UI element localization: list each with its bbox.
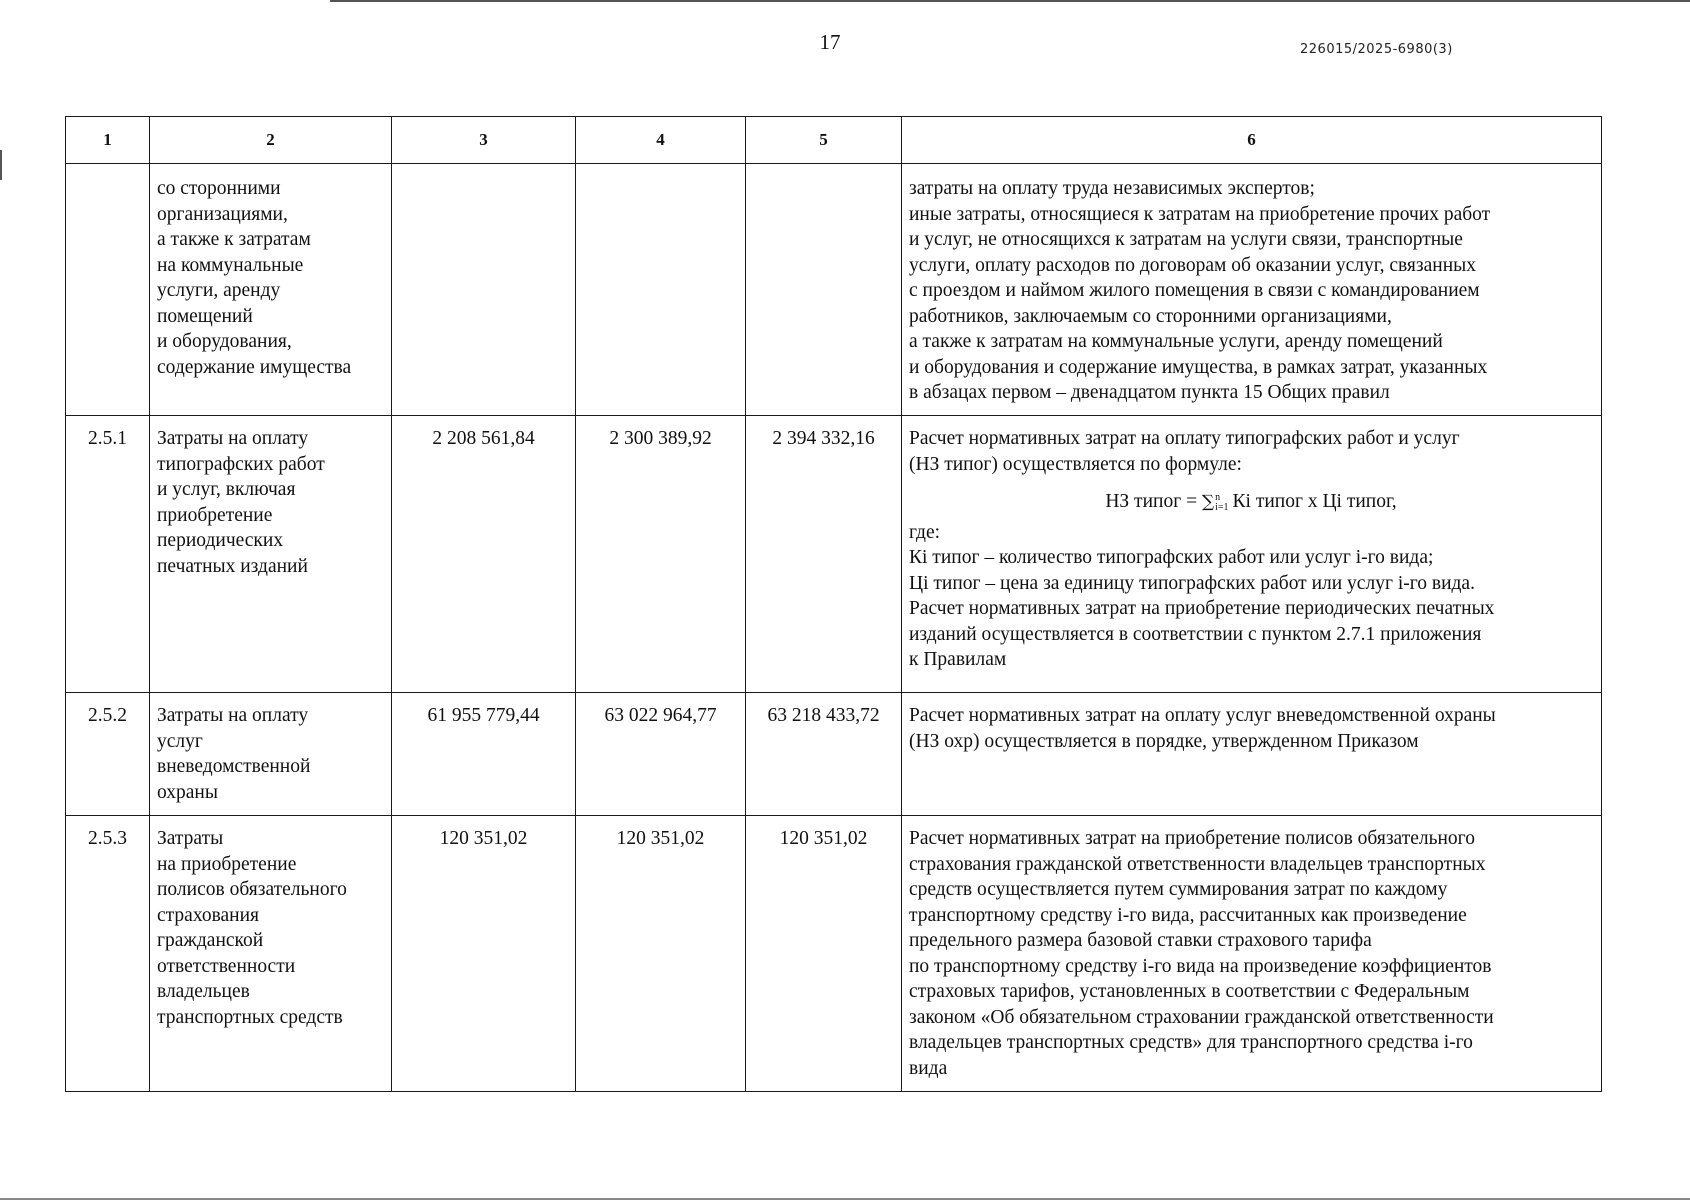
description-line: по транспортному средству i-го вида на произведение коэффициентов [909,955,1492,977]
sum-limits [1215,493,1228,513]
name-line: Затраты на оплату [157,428,309,449]
description-line: затраты на оплату труда независимых экспертов; [909,178,1315,199]
description-line: вида [909,1057,948,1079]
name-line: со сторонними [157,178,281,199]
description-line: Расчет нормативных затрат на приобретение периодических печатных [909,598,1495,619]
row-name [150,164,392,416]
column-header: 1 [66,117,150,164]
scan-edge-top [330,0,1690,2]
name-line: печатных изданий [157,555,308,577]
sum-symbol: ∑ [1201,492,1215,512]
name-line: охраны [157,781,218,803]
name-line: Затраты на оплату [157,705,309,726]
cost-table [65,116,1602,1092]
column-header: 4 [576,117,746,164]
row-number: 2.5.2 [66,693,150,816]
table-header-row [66,117,1602,164]
sum-lower-limit: i=1 [1215,501,1229,513]
description-line: услуги, оплату расходов по договорам об оказании услуг, связанных [909,254,1476,276]
name-line: транспортных средств [157,1006,343,1028]
description-line: (НЗ типог) осуществляется по формуле: [909,453,1242,475]
amount-col4: 120 351,02 [576,816,746,1092]
name-line: и оборудования, [157,331,292,352]
description-line: владельцев транспортных средств» для транспортного средства i-го [909,1032,1473,1053]
row-name [150,693,392,816]
page-number: 17 [819,30,841,54]
row-name [150,816,392,1092]
description-line: работников, заключаемым со сторонними организациями, [909,305,1392,327]
table-row [66,164,1602,416]
row-description [902,416,1602,693]
column-header: 2 [150,117,392,164]
row-number [66,164,150,416]
description-line: Расчет нормативных затрат на оплату типографских работ и услуг [909,428,1460,449]
description-line: Расчет нормативных затрат на приобретение полисов обязательного [909,828,1475,849]
description-line: иные затраты, относящиеся к затратам на приобретение прочих работ [909,203,1491,225]
scan-edge-left [0,150,2,180]
formula-left: НЗ типог = [1105,491,1202,512]
description-line: Цi типог – цена за единицу типографских работ или услуг i-го вида. [909,572,1475,594]
column-header: 5 [746,117,902,164]
name-line: владельцев [157,981,250,1002]
amount-col4: 2 300 389,92 [576,416,746,693]
amount-col3 [392,164,576,416]
name-line: полисов обязательного [157,879,347,900]
name-line: ответственности [157,955,296,977]
description-line: с проездом и наймом жилого помещения в связи с командированием [909,280,1480,301]
amount-col3: 61 955 779,44 [392,693,576,816]
name-line: периодических [157,530,284,551]
name-line: страхования [157,904,260,926]
description-line: законом «Об обязательном страховании гражданской ответственности [909,1006,1494,1028]
amount-col4: 63 022 964,77 [576,693,746,816]
description-line: в абзацах первом – двенадцатом пункта 15 Общих правил [909,382,1390,403]
amount-col3: 2 208 561,84 [392,416,576,693]
name-line: помещений [157,305,253,327]
description-line: Расчет нормативных затрат на оплату услуг вневедомственной охраны [909,705,1496,726]
name-line: типографских работ [157,453,325,475]
row-description [902,164,1602,416]
description-line: изданий осуществляется в соответствии с пунктом 2.7.1 приложения [909,623,1482,645]
name-line: и услуг, включая [157,479,296,500]
name-line: содержание имущества [157,356,352,378]
description-line: средств осуществляется путем суммирования затрат по каждому [909,879,1448,900]
amount-col5: 2 394 332,16 [746,416,902,693]
description-line: страховых тарифов, установленных в соответствии с Федеральным [909,981,1470,1002]
row-name [150,416,392,693]
description-line: предельного размера базовой ставки страхового тарифа [909,930,1372,951]
description-line: Кi типог – количество типографских работ или услуг i-го вида; [909,547,1434,568]
name-line: а также к затратам [157,229,311,250]
description-line: и услуг, не относящихся к затратам на услуги связи, транспортные [909,229,1463,250]
description-line: и оборудования и содержание имущества, в рамках затрат, указанных [909,356,1488,378]
formula-right: Кi типог x Цi типог, [1232,491,1397,512]
description-line: страхования гражданской ответственности владельцев транспортных [909,853,1486,875]
row-number: 2.5.1 [66,416,150,693]
description-line: (НЗ охр) осуществляется в порядке, утвержденном Приказом [909,730,1419,752]
row-number: 2.5.3 [66,816,150,1092]
row-description [902,693,1602,816]
document-number: 226015/2025-6980(3) [1300,42,1453,57]
amount-col5 [746,164,902,416]
name-line: организациями, [157,203,288,225]
description-line: транспортному средству i-го вида, рассчитанных как произведение [909,904,1467,926]
sum-upper-limit: n [1215,491,1221,503]
table-row [66,693,1602,816]
description-line: где: [909,521,941,543]
table-row [66,816,1602,1092]
column-header: 3 [392,117,576,164]
table-row [66,416,1602,693]
name-line: на приобретение [157,853,297,875]
column-header: 6 [902,117,1602,164]
amount-col5: 120 351,02 [746,816,902,1092]
name-line: Затраты [157,828,224,849]
name-line: вневедомственной [157,756,311,777]
name-line: услуги, аренду [157,280,281,301]
amount-col4 [576,164,746,416]
name-line: гражданской [157,930,264,951]
name-line: приобретение [157,504,273,526]
name-line: на коммунальные [157,254,304,276]
formula [909,489,1593,516]
name-line: услуг [157,730,203,752]
amount-col5: 63 218 433,72 [746,693,902,816]
row-description [902,816,1602,1092]
description-line: а также к затратам на коммунальные услуги, аренду помещений [909,331,1443,352]
amount-col3: 120 351,02 [392,816,576,1092]
description-line: к Правилам [909,649,1007,670]
